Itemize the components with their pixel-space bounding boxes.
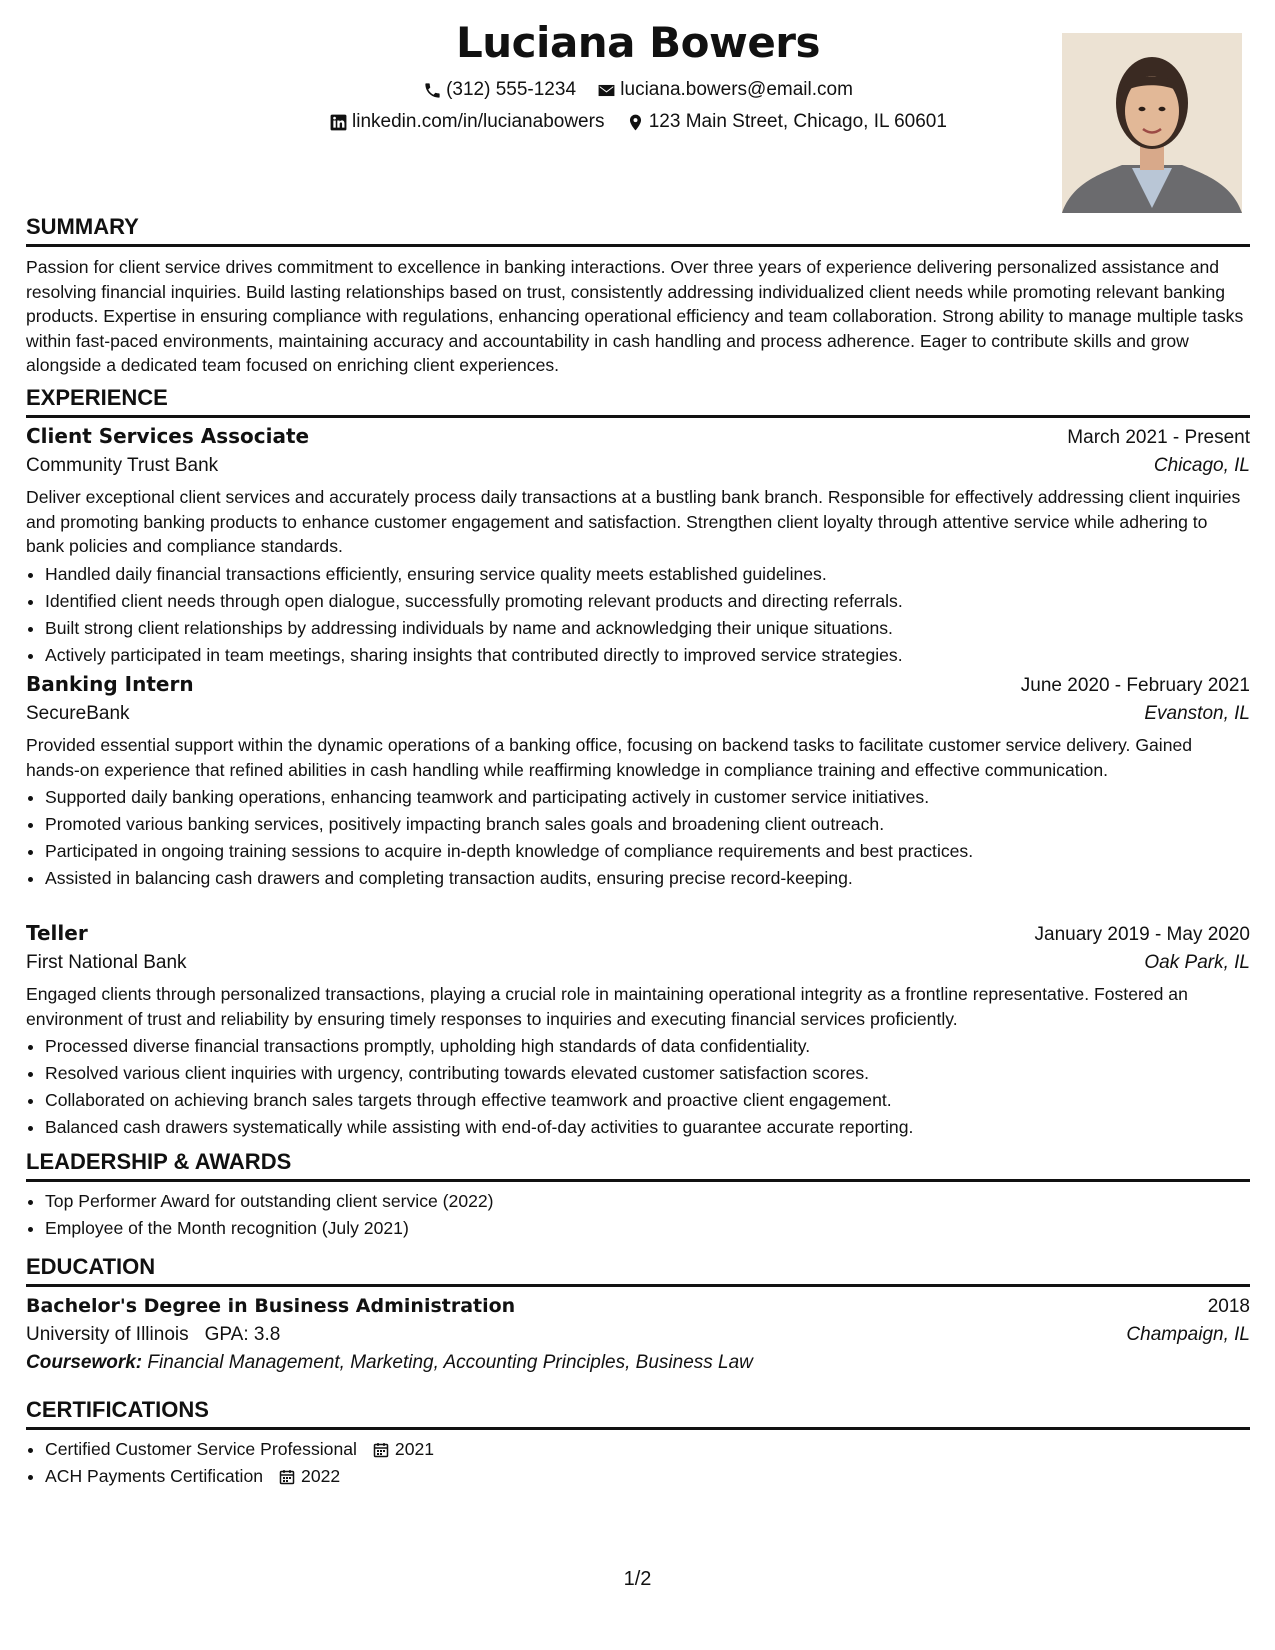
envelope-icon [597,81,616,100]
resume-page [26,0,1250,1650]
list-item: • Identified client needs through open dialogue, successfully promoting relevant products and directing referrals. [45,588,1250,615]
job-dates: January 2019 - May 2020 [1034,924,1250,945]
job-company: SecureBank [26,703,130,724]
email-contact[interactable] [597,79,853,101]
school-location: Champaign, IL [1126,1324,1250,1345]
list-item: • Top Performer Award for outstanding client service (2022) [45,1188,1250,1215]
certifications-section [26,1397,1250,1490]
job-title: Banking Intern [26,672,194,696]
graduation-year: 2018 [1207,1296,1250,1317]
section-title-summary: SUMMARY [26,214,1250,247]
summary-section [26,214,1250,378]
address-text: 123 Main Street, Chicago, IL 60601 [648,111,947,132]
job-title: Teller [26,921,88,945]
school-line [26,1324,280,1346]
leadership-section [26,1149,1250,1242]
job-location: Evanston, IL [1144,703,1250,724]
section-title-certifications: CERTIFICATIONS [26,1397,1250,1430]
job-company: First National Bank [26,952,187,973]
list-item: • Balanced cash drawers systematically while assisting with end-of-day activities to guarantee accurate reporting. [45,1114,1250,1141]
coursework-text: Financial Management, Marketing, Accounting Principles, Business Law [147,1352,753,1373]
job-description: Provided essential support within the dynamic operations of a banking office, focusing on backend tasks to facilitate customer service delivery. Gained hands-on experience that refined abilities in cash handling while reaffirming knowledge in compliance training and effective communication. [26,735,1193,780]
experience-section [26,385,1250,418]
list-item: • Participated in ongoing training sessions to acquire in-depth knowledge of compliance requirements and best practices. [45,838,1250,865]
job-description: Deliver exceptional client services and accurately process daily transactions at a bustling bank branch. Responsible for effectively addressing client inquiries and promoting banking products to enhance customer engagement and satisfaction. Strengthen client loyalty through attentive service while adhering to bank policies and compliance standards. [26,487,1241,556]
section-title-leadership: LEADERSHIP & AWARDS [26,1149,1250,1182]
list-item: • Resolved various client inquiries with urgency, contributing towards elevated customer satisfaction scores. [45,1060,1250,1087]
email-text[interactable]: luciana.bowers@email.com [620,79,853,100]
certification-year: 2021 [394,1439,435,1459]
phone-contact [423,79,576,101]
phone-icon [423,81,442,100]
list-item: • Assisted in balancing cash drawers and completing transaction audits, ensuring precise record-keeping. [45,865,1250,892]
certifications-list [26,1436,1250,1490]
job-description: Engaged clients through personalized transactions, playing a crucial role in maintaining operational integrity as a frontline representative. Fostered an environment of trust and reliability by ensuring timely responses to inquiries and executing financial services proficiently. [26,984,1188,1029]
profile-photo [1062,33,1242,213]
job-bullets [26,784,1250,892]
gpa: GPA: 3.8 [204,1324,281,1345]
list-item: • Handled daily financial transactions efficiently, ensuring service quality meets established guidelines. [45,561,1250,588]
linkedin-contact[interactable] [329,111,604,133]
list-item: • Actively participated in team meetings, sharing insights that contributed directly to improved service strategies. [45,642,1250,669]
list-item: • Collaborated on achieving branch sales targets through effective teamwork and proactive client engagement. [45,1087,1250,1114]
linkedin-text[interactable]: linkedin.com/in/lucianabowers [352,111,605,132]
phone-text: (312) 555-1234 [446,79,577,100]
job-location: Oak Park, IL [1144,952,1250,973]
job-entry [26,921,1250,1141]
certification-year: 2022 [301,1466,341,1486]
list-item: • Supported daily banking operations, enhancing teamwork and participating actively in customer service initiatives. [45,784,1250,811]
list-item: • Processed diverse financial transactions promptly, upholding high standards of data confidentiality. [45,1033,1250,1060]
job-entry [26,424,1250,669]
linkedin-icon [329,113,348,132]
calendar-icon [373,1442,389,1458]
section-title-education: EDUCATION [26,1254,1250,1287]
coursework-line [26,1352,1250,1374]
job-dates: March 2021 - Present [1067,427,1250,448]
job-bullets [26,1033,1250,1141]
candidate-name: Luciana Bowers [455,18,821,67]
address-contact [626,111,947,133]
degree-title: Bachelor's Degree in Business Administration [26,1295,516,1317]
coursework-label: Coursework: [26,1352,143,1373]
page-number: 1/2 [623,1568,652,1590]
list-item: • Built strong client relationships by addressing individuals by name and acknowledging their unique situations. [45,615,1250,642]
education-section [26,1254,1250,1374]
job-dates: June 2020 - February 2021 [1020,675,1250,696]
job-entry [26,672,1250,892]
list-item [45,1463,1250,1490]
summary-text: Passion for client service drives commitment to excellence in banking interactions. Over three years of experience delivering personalized assistance and resolving financial inquiries. Build lasting relationships based on trust, consistently addressing individualized client needs while promoting relevant banking products. Expertise in ensuring compliance with regulations, enhancing operational efficiency and team collaboration. Strong ability to manage multiple tasks within fast-paced environments, maintaining accuracy and accountability in cash handling and process adherence. Eager to contribute skills and grow alongside a dedicated team focused on enriching client experiences. [26,257,1244,375]
certification-name: • ACH Payments Certification [45,1466,264,1486]
section-title-experience: EXPERIENCE [26,385,1250,418]
school-name: University of Illinois [26,1324,189,1345]
list-item: • Promoted various banking services, positively impacting branch sales goals and broadening client outreach. [45,811,1250,838]
list-item [45,1436,1250,1463]
awards-list [26,1188,1250,1242]
job-bullets [26,561,1250,669]
list-item: • Employee of the Month recognition (July 2021) [45,1215,1250,1242]
job-title: Client Services Associate [26,424,310,448]
map-pin-icon [626,113,645,132]
calendar-icon [279,1469,295,1485]
job-company: Community Trust Bank [26,455,219,476]
job-location: Chicago, IL [1153,455,1250,476]
certification-name: • Certified Customer Service Professional [45,1439,357,1459]
